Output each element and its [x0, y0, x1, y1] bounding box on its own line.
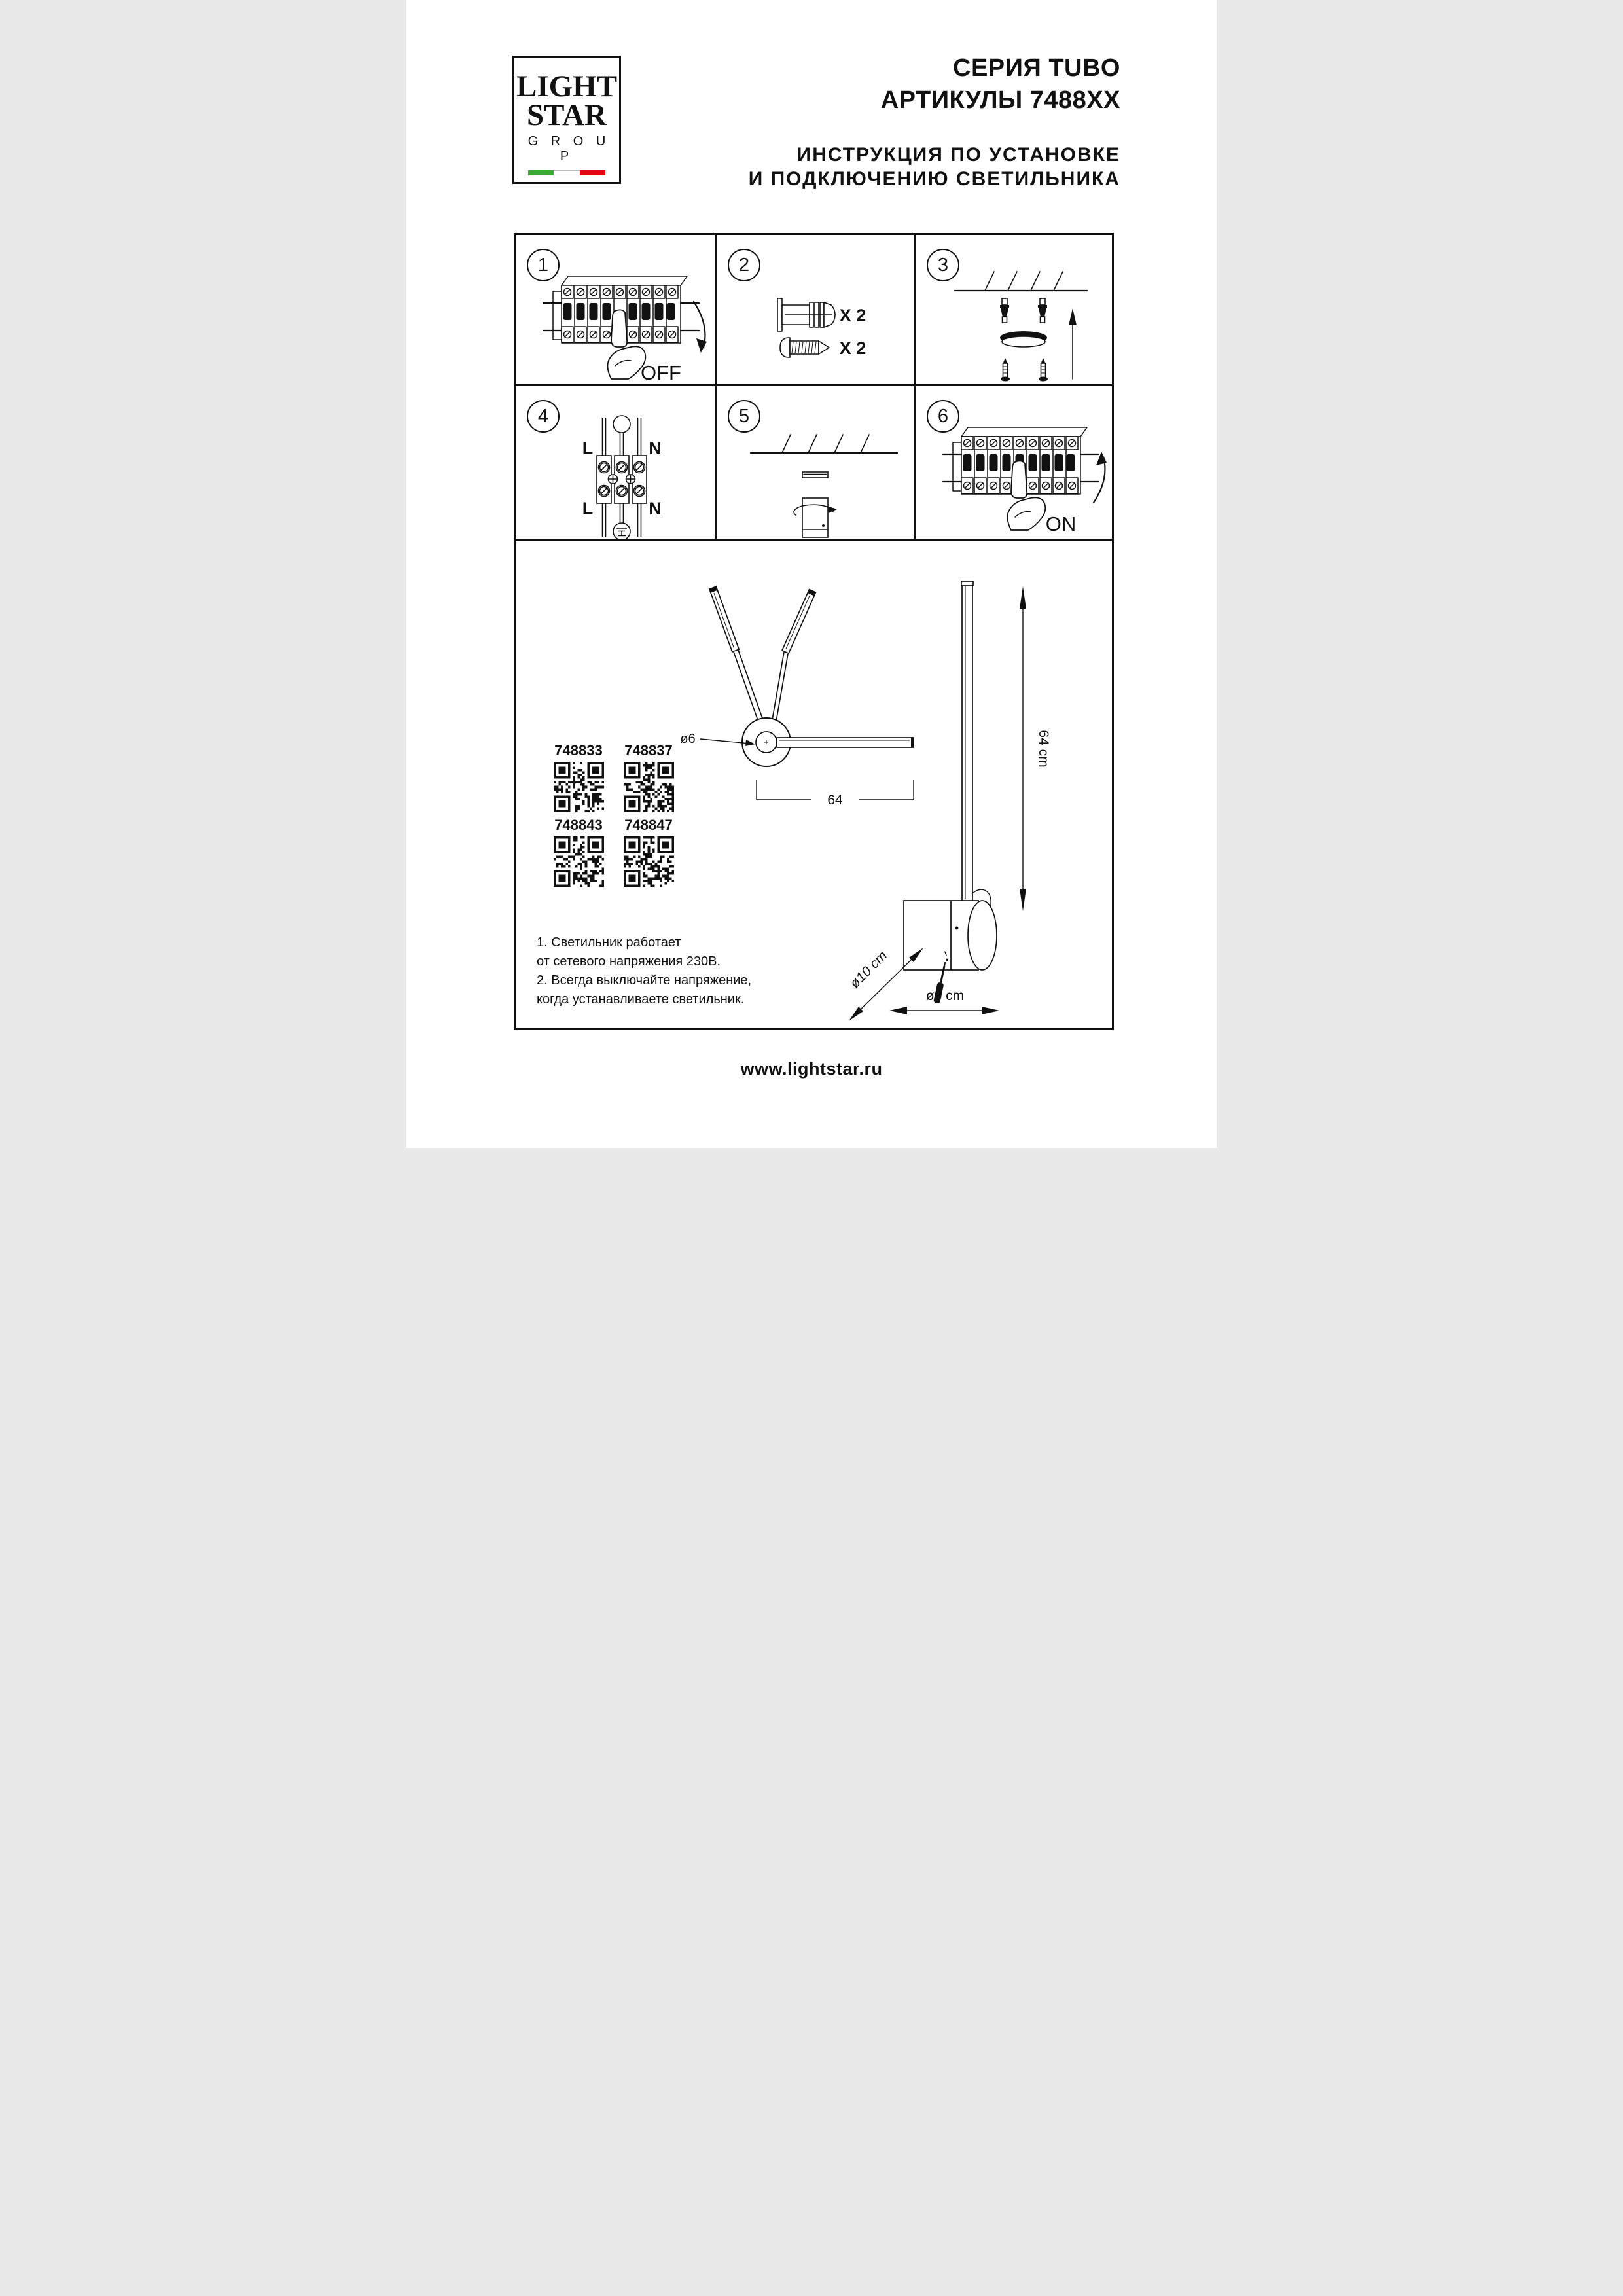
website-link: www.lightstar.ru	[740, 1059, 883, 1079]
ceiling-hatch	[985, 272, 1063, 291]
lamp-base-icon	[802, 498, 828, 537]
mounting-plate-icon	[1000, 331, 1047, 347]
instruction-sheet	[406, 0, 1217, 1148]
arrow-up-icon	[1094, 452, 1107, 503]
step-4-number: 4	[527, 400, 560, 433]
ground-symbol-icon	[613, 523, 630, 539]
qr-code	[624, 762, 674, 812]
step-1-panel	[516, 235, 715, 384]
instruction-title-line2: И ПОДКЛЮЧЕНИЮ СВЕТИЛЬНИКА	[748, 168, 1120, 190]
note-line: когда устанавливаете светильник.	[537, 992, 745, 1007]
article-number: 748847	[624, 817, 673, 833]
qr-code	[624, 836, 674, 887]
qr-code	[554, 836, 604, 887]
base-depth-label: ø10 cm	[847, 948, 891, 992]
screw-icon	[780, 338, 829, 357]
articles-title: АРТИКУЛЫ 7488XX	[880, 86, 1120, 114]
step-6-number: 6	[927, 400, 959, 433]
lamp-height-label: 64 cm	[1036, 730, 1051, 768]
lightstar-logo	[512, 56, 621, 184]
step-3-number: 3	[927, 249, 959, 281]
instruction-grid	[514, 233, 1114, 1030]
logo-word-group: G R O U P	[527, 134, 611, 164]
flag-red	[580, 170, 605, 175]
logo-word-star: STAR	[527, 98, 607, 132]
screw-qty-label: X 2	[839, 338, 866, 358]
italian-flag-icon	[528, 170, 605, 175]
logo-word-light: LIGHT	[516, 69, 618, 103]
step-3-panel	[916, 235, 1112, 384]
mount-diameter-label: ø6	[680, 732, 696, 746]
base-width-label: ø6 cm	[925, 988, 965, 1003]
wall-lamp-front-view	[700, 586, 914, 800]
series-title: СЕРИЯ TUBO	[953, 54, 1120, 82]
screw-icon	[1039, 358, 1048, 382]
wire-label-n-bottom: N	[649, 499, 662, 518]
ceiling-hatch	[782, 435, 869, 453]
instruction-title	[749, 143, 1120, 191]
note-line: от сетевого напряжения 230В.	[537, 954, 721, 969]
height-dimension	[1020, 586, 1026, 911]
off-label: OFF	[641, 361, 681, 384]
base-width-dimension	[889, 1007, 999, 1014]
safety-notes	[537, 933, 751, 1009]
step-1-number: 1	[527, 249, 560, 281]
flag-green	[528, 170, 554, 175]
step-2-panel	[717, 235, 914, 384]
arm-length-label: 64	[827, 793, 843, 808]
step-4-panel	[516, 386, 715, 539]
arrow-up-icon	[1069, 308, 1077, 379]
document-header	[749, 52, 1120, 191]
wire-junction	[613, 416, 630, 433]
wall-anchor-icon	[777, 298, 835, 331]
wire-label-l-bottom: L	[582, 499, 594, 518]
rotated-tube-left	[709, 586, 739, 652]
note-line: 1. Светильник работает	[537, 935, 681, 950]
note-line: 2. Всегда выключайте напряжение,	[537, 973, 752, 988]
anchor-icon	[1000, 298, 1009, 323]
step-2-number: 2	[728, 249, 760, 281]
instruction-title-line1: ИНСТРУКЦИЯ ПО УСТАНОВКЕ	[796, 144, 1120, 166]
wire-label-l-top: L	[582, 439, 594, 458]
step-6-panel	[916, 386, 1112, 539]
step-5-number: 5	[728, 400, 760, 433]
rotated-tube-right	[782, 590, 816, 654]
article-number: 748843	[554, 817, 603, 833]
article-number: 748833	[554, 742, 603, 759]
wire-label-n-top: N	[649, 439, 662, 458]
on-label: ON	[1045, 512, 1077, 535]
dimensions-panel	[516, 541, 1112, 1028]
article-number: 748837	[624, 742, 673, 759]
mounting-plate-icon	[802, 472, 828, 478]
flag-white	[554, 170, 579, 175]
arrow-down-icon	[694, 302, 707, 353]
qr-code	[554, 762, 604, 812]
screw-icon	[1001, 358, 1010, 382]
anchor-qty-label: X 2	[839, 306, 866, 325]
anchor-icon	[1038, 298, 1047, 323]
step-5-panel	[717, 386, 914, 539]
